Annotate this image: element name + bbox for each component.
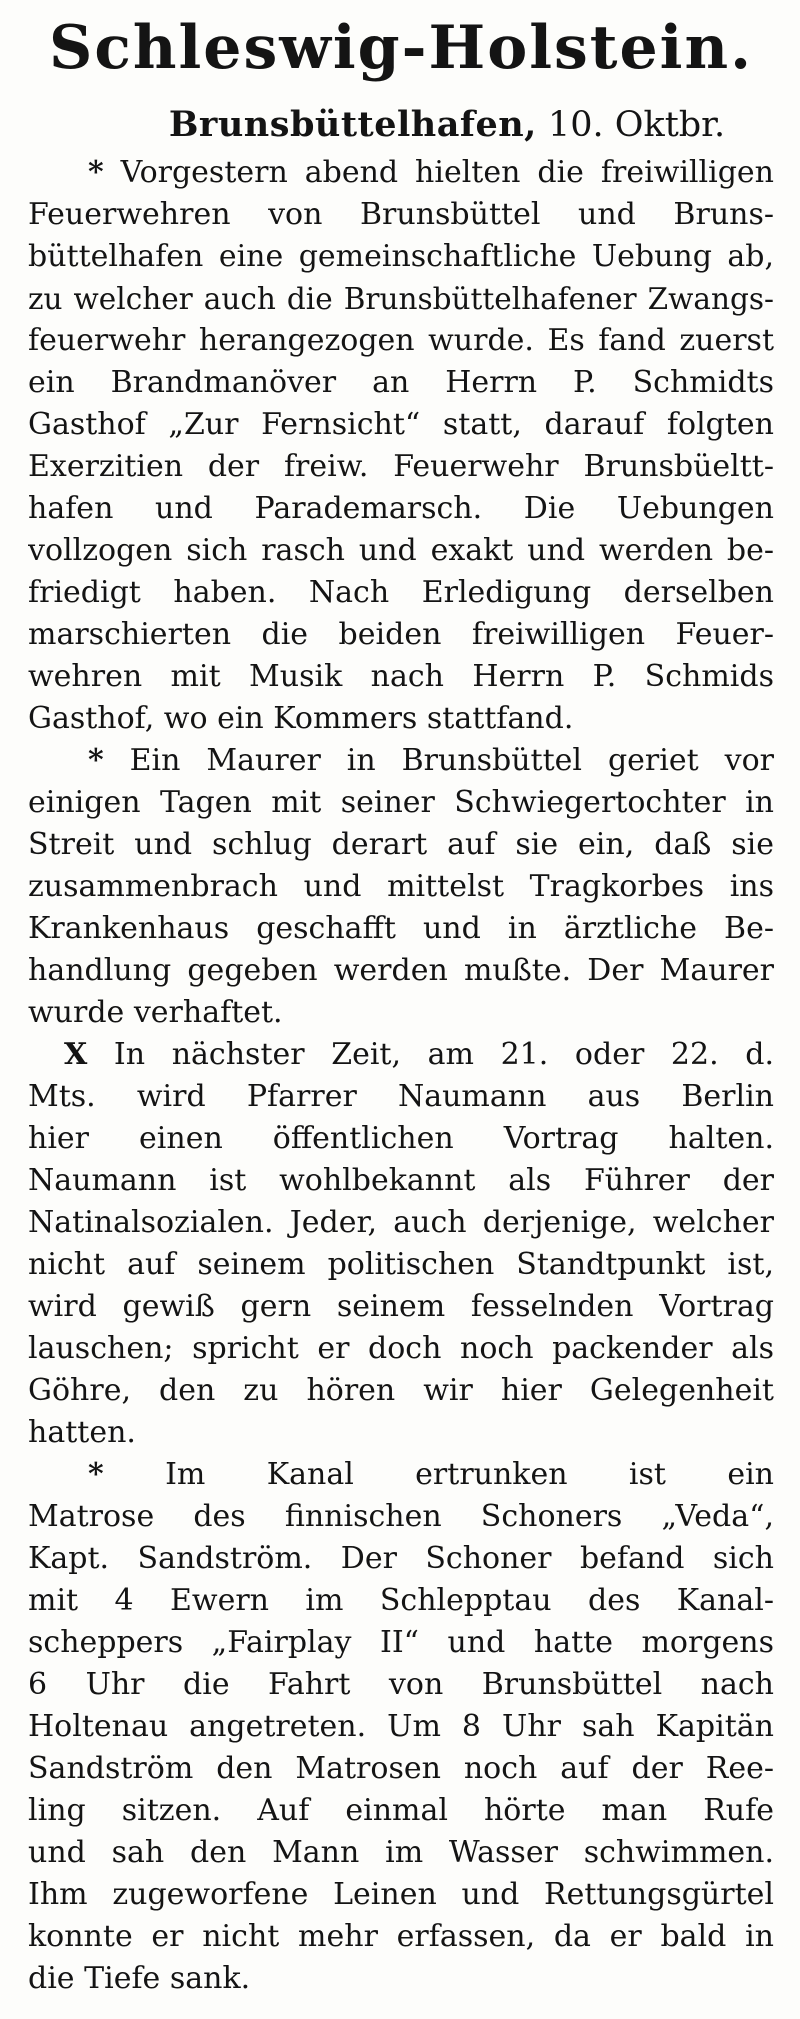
text-line bbox=[28, 1076, 774, 1118]
line-text: Kapt. Sandström. Der Schoner befand sich bbox=[28, 1541, 774, 1576]
text-line bbox=[28, 446, 774, 488]
dateline bbox=[120, 100, 774, 150]
line-text: wurde verhaftet. bbox=[28, 995, 283, 1030]
text-line bbox=[28, 1916, 774, 1958]
article-body bbox=[28, 152, 774, 2000]
text-line bbox=[28, 782, 774, 824]
line-text: hier einen öffentlichen Vortrag halten. bbox=[28, 1121, 774, 1156]
line-text: Sandström den Matrosen noch auf der Ree- bbox=[28, 1751, 774, 1786]
line-text: zu welcher auch die Brunsbüttelhafener Zwangs- bbox=[28, 282, 774, 316]
line-text: Vorgestern abend hielten die freiwilligen bbox=[120, 155, 774, 190]
text-line bbox=[28, 740, 774, 782]
line-text: Im Kanal ertrunken ist ein bbox=[165, 1457, 774, 1492]
line-text: Göhre, den zu hören wir hier Gelegenheit bbox=[28, 1373, 774, 1408]
text-line bbox=[28, 152, 774, 194]
text-line bbox=[28, 1958, 774, 2000]
line-text: Naumann ist wohlbekannt als Führer der bbox=[28, 1163, 774, 1198]
paragraph-marker: * bbox=[88, 1457, 104, 1492]
line-text: Natinalsozialen. Jeder, auch derjenige, welcher bbox=[28, 1205, 774, 1240]
paragraph-marker: * bbox=[88, 155, 104, 190]
line-text: die Tiefe sank. bbox=[28, 1961, 251, 1996]
line-text: einigen Tagen mit seiner Schwiegertochter in bbox=[28, 785, 774, 820]
text-line bbox=[28, 1538, 774, 1580]
line-text: Exerzitien der freiw. Feuerwehr Brunsbüeltt- bbox=[28, 449, 774, 484]
line-text: wird gewiß gern seinem fesselnden Vortrag bbox=[28, 1289, 774, 1324]
article-title: Schleswig-Holstein. bbox=[48, 13, 753, 83]
dateline-place: Brunsbüttelhafen, bbox=[168, 104, 537, 145]
line-text: mit 4 Ewern im Schlepptau des Kanal- bbox=[28, 1583, 774, 1618]
article-column bbox=[28, 0, 774, 2000]
article-paragraph bbox=[28, 740, 774, 1034]
line-text: und sah den Mann im Wasser schwimmen. bbox=[28, 1835, 774, 1870]
text-line bbox=[28, 1790, 774, 1832]
text-line bbox=[28, 404, 774, 446]
line-text: nicht auf seinem politischen Standtpunkt ist, bbox=[28, 1247, 774, 1282]
text-line bbox=[28, 1286, 774, 1328]
line-text: zusammenbrach und mittelst Tragkorbes ins bbox=[28, 869, 774, 904]
text-line bbox=[28, 1034, 774, 1076]
text-line bbox=[28, 824, 774, 866]
line-text: In nächster Zeit, am 21. oder 22. d. bbox=[113, 1037, 774, 1072]
line-text: Holtenau angetreten. Um 8 Uhr sah Kapitän bbox=[28, 1709, 774, 1744]
text-line bbox=[28, 320, 774, 362]
article-paragraph bbox=[28, 1454, 774, 2000]
line-text: wehren mit Musik nach Herrn P. Schmids bbox=[28, 659, 774, 694]
text-line bbox=[28, 362, 774, 404]
text-line bbox=[28, 698, 774, 740]
text-line bbox=[28, 530, 774, 572]
text-line bbox=[28, 950, 774, 992]
line-text: hatten. bbox=[28, 1415, 136, 1450]
text-line bbox=[28, 278, 774, 320]
text-line bbox=[28, 1202, 774, 1244]
text-line bbox=[28, 656, 774, 698]
text-line bbox=[28, 1454, 774, 1496]
line-text: feuerwehr herangezogen wurde. Es fand zuerst bbox=[28, 323, 774, 358]
text-line bbox=[28, 908, 774, 950]
text-line bbox=[28, 1496, 774, 1538]
text-line bbox=[28, 1664, 774, 1706]
line-text: büttelhafen eine gemeinschaftliche Uebung ab, bbox=[28, 239, 774, 274]
text-line bbox=[28, 866, 774, 908]
dateline-date: 10. Oktbr. bbox=[548, 105, 726, 145]
text-line bbox=[28, 236, 774, 278]
line-text: Gasthof „Zur Fernsicht“ statt, darauf folgten bbox=[28, 407, 774, 442]
text-line bbox=[28, 1874, 774, 1916]
line-text: Mts. wird Pfarrer Naumann aus Berlin bbox=[28, 1079, 774, 1114]
line-text: Streit und schlug derart auf sie ein, daß sie bbox=[28, 827, 774, 862]
text-line bbox=[28, 1328, 774, 1370]
line-text: marschierten die beiden freiwilligen Feuer- bbox=[28, 617, 774, 652]
line-text: handlung gegeben werden mußte. Der Maurer bbox=[28, 953, 774, 988]
text-line bbox=[28, 1748, 774, 1790]
line-text: Krankenhaus geschafft und in ärztliche Be- bbox=[28, 911, 774, 946]
text-line bbox=[28, 1622, 774, 1664]
line-text: Ihm zugeworfene Leinen und Rettungsgürtel bbox=[28, 1877, 774, 1912]
line-text: 6 Uhr die Fahrt von Brunsbüttel nach bbox=[28, 1667, 774, 1702]
text-line bbox=[28, 1412, 774, 1454]
line-text: vollzogen sich rasch und exakt und werden be- bbox=[28, 533, 774, 568]
line-text: Matrose des finnischen Schoners „Veda“, bbox=[28, 1499, 774, 1534]
line-text: Feuerwehren von Brunsbüttel und Bruns- bbox=[28, 197, 774, 232]
line-text: Ein Maurer in Brunsbüttel geriet vor bbox=[129, 743, 774, 778]
article-paragraph bbox=[28, 152, 774, 740]
line-text: lauschen; spricht er doch noch packender als bbox=[28, 1331, 774, 1366]
text-line bbox=[28, 194, 774, 236]
text-line bbox=[28, 1580, 774, 1622]
paragraph-marker: * bbox=[88, 743, 104, 778]
line-text: hafen und Parademarsch. Die Uebungen bbox=[28, 491, 774, 526]
line-text: ein Brandmanöver an Herrn P. Schmidts bbox=[28, 365, 774, 400]
text-line bbox=[28, 1370, 774, 1412]
article-paragraph bbox=[28, 1034, 774, 1454]
text-line bbox=[28, 1118, 774, 1160]
text-line bbox=[28, 1832, 774, 1874]
line-text: scheppers „Fairplay II“ und hatte morgens bbox=[28, 1625, 774, 1660]
line-text: ling sitzen. Auf einmal hörte man Rufe bbox=[28, 1793, 774, 1828]
text-line bbox=[28, 992, 774, 1034]
text-line bbox=[28, 1160, 774, 1202]
line-text: Gasthof, wo ein Kommers stattfand. bbox=[28, 701, 574, 736]
line-text: konnte er nicht mehr erfassen, da er bald in bbox=[28, 1919, 774, 1954]
text-line bbox=[28, 614, 774, 656]
paragraph-marker: X bbox=[64, 1037, 88, 1072]
text-line bbox=[28, 572, 774, 614]
text-line bbox=[28, 1244, 774, 1286]
line-text: friedigt haben. Nach Erledigung derselben bbox=[28, 575, 774, 610]
text-line bbox=[28, 1706, 774, 1748]
text-line bbox=[28, 488, 774, 530]
